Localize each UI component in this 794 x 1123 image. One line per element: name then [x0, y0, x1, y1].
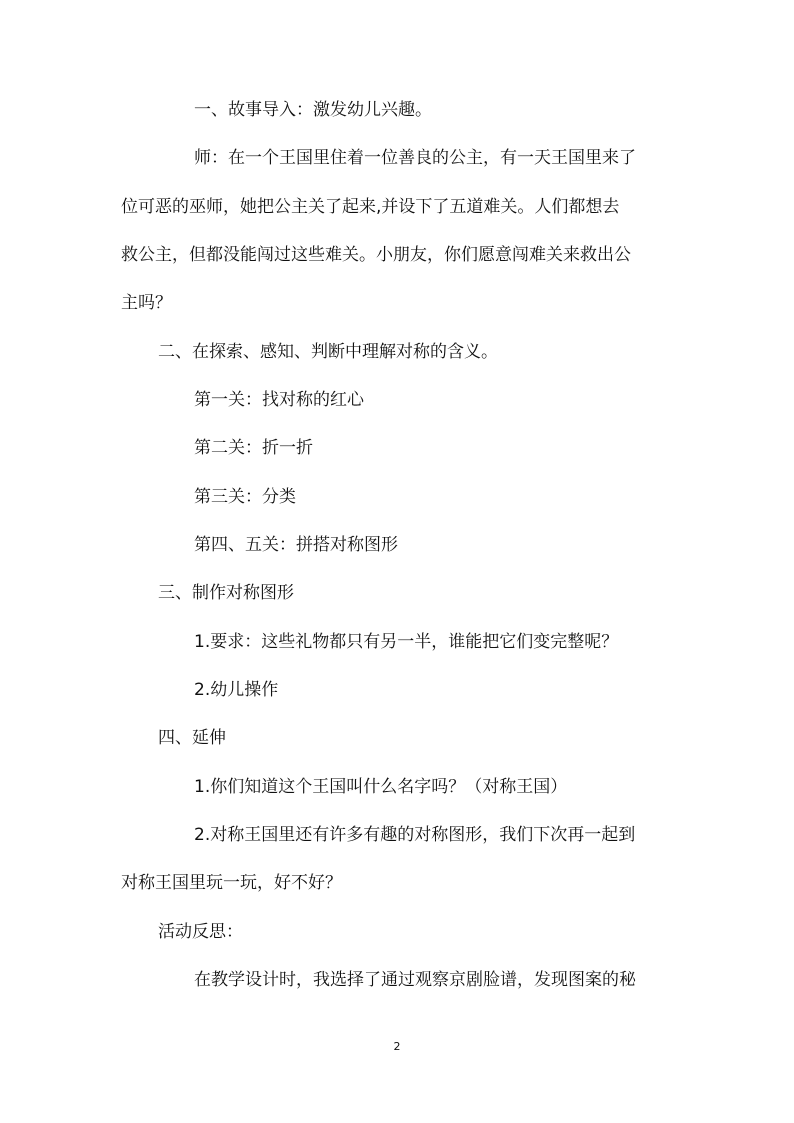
section-heading-extend: 四、延伸	[158, 728, 226, 748]
section-heading-reflection: 活动反思：	[158, 922, 243, 942]
list-item: 2.对称王国里还有许多有趣的对称图形，我们下次再一起到	[194, 825, 636, 845]
list-item: 1.你们知道这个王国叫什么名字吗？（对称王国）	[194, 777, 568, 797]
page-number: 2	[393, 1040, 401, 1053]
paragraph-line: 主吗？	[121, 293, 172, 313]
paragraph-line: 救公主，但都没能闯过这些难关。小朋友，你们愿意闯难关来救出公	[121, 245, 631, 265]
paragraph-line: 在教学设计时，我选择了通过观察京剧脸谱，发现图案的秘	[194, 970, 636, 990]
list-item: 第四、五关：拼搭对称图形	[194, 535, 398, 555]
paragraph-line: 位可恶的巫师，她把公主关了起来,并设下了五道难关。人们都想去	[121, 197, 620, 217]
section-heading-explore: 二、在探索、感知、判断中理解对称的含义。	[158, 342, 498, 362]
list-item: 1.要求：这些礼物都只有另一半，谁能把它们变完整呢？	[194, 632, 619, 652]
list-item: 2.幼儿操作	[194, 680, 279, 700]
list-item: 第三关：分类	[194, 487, 296, 507]
section-heading-make: 三、制作对称图形	[158, 583, 294, 603]
list-item: 第二关：折一折	[194, 438, 313, 458]
paragraph-line: 师：在一个王国里住着一位善良的公主，有一天王国里来了	[194, 148, 636, 168]
paragraph-line: 对称王国里玩一玩，好不好？	[121, 873, 342, 893]
list-item: 第一关：找对称的红心	[194, 390, 364, 410]
section-heading-story-intro: 一、故事导入：激发幼儿兴趣。	[194, 100, 432, 120]
